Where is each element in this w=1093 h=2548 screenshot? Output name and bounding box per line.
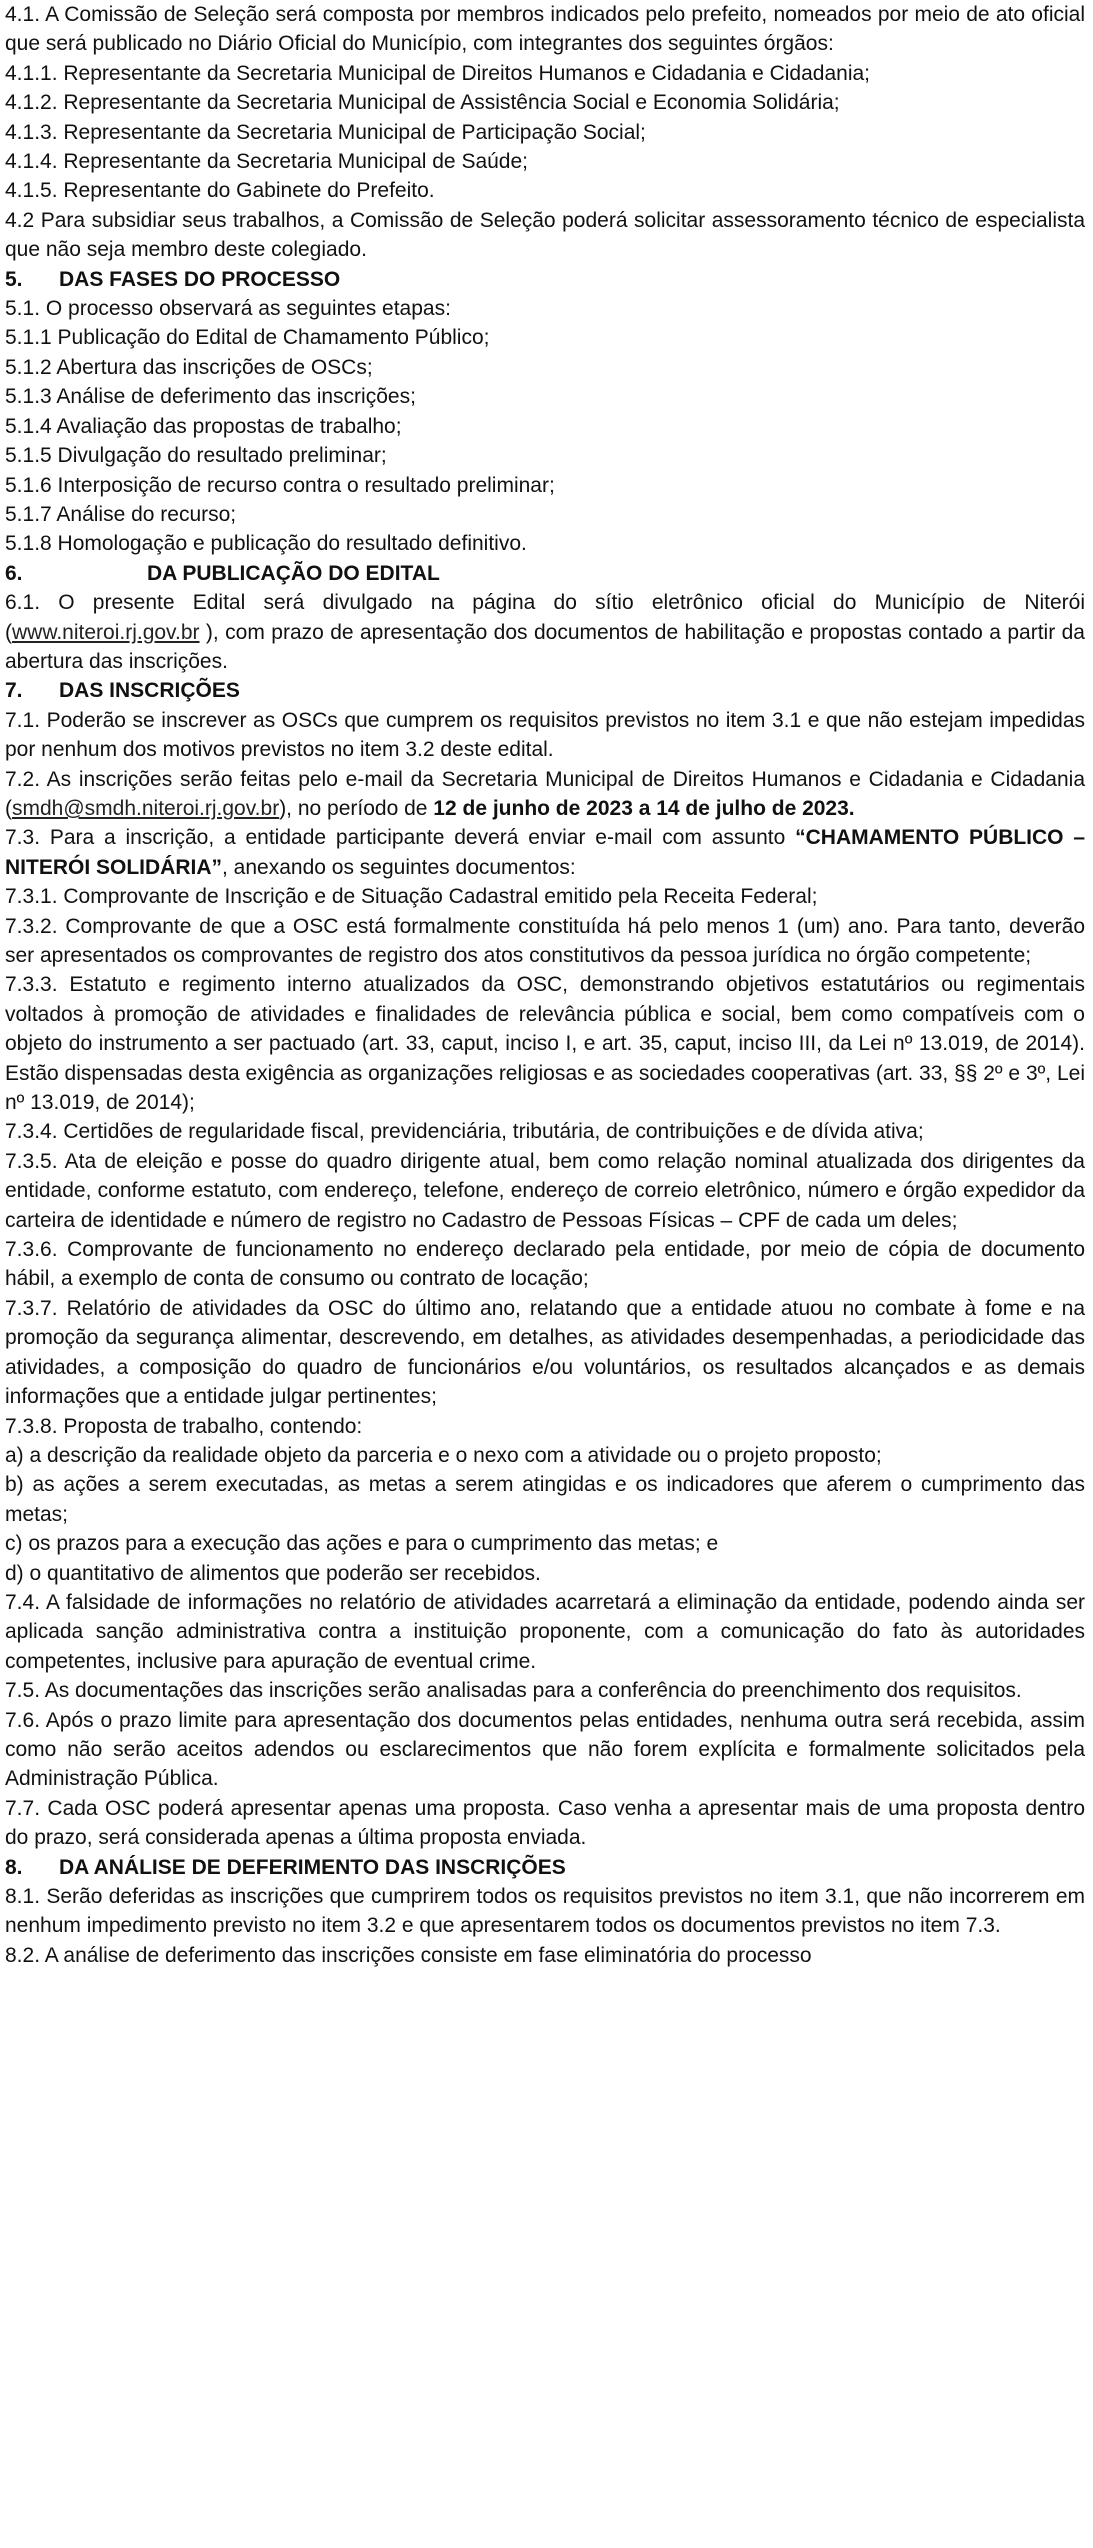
section-6-heading	[5, 559, 1085, 588]
clause-4-1-1: 4.1.1. Representante da Secretaria Municipal de Direitos Humanos e Cidadania e Cidadania;	[5, 61, 871, 85]
smdh-email-link[interactable]: smdh@smdh.niteroi.rj.gov.br	[12, 796, 280, 820]
clause-7-2-text-mid: ), no período de	[279, 796, 434, 820]
clause-5-1-1: 5.1.1 Publicação do Edital de Chamamento Público;	[5, 326, 490, 350]
section-7-heading	[5, 676, 1085, 705]
clause-4-1-4: 4.1.4. Representante da Secretaria Municipal de Saúde;	[5, 150, 529, 174]
registration-period: 12 de junho de 2023 a 14 de julho de 2023.	[433, 796, 855, 820]
section-5-title: DAS FASES DO PROCESSO	[59, 267, 341, 291]
clause-7-3-5: 7.3.5. Ata de eleição e posse do quadro dirigente atual, bem como relação nominal atualizada dos dirigentes da entidade, conforme estatuto, com endereço, telefone, endereço de correio eletrônico, número e órgão expedidor da carteira de identidade e número de registro no Cadastro de Pessoas Físicas – CPF de cada um deles;	[5, 1149, 1085, 1232]
section-8-title: DA ANÁLISE DE DEFERIMENTO DAS INSCRIÇÕES	[59, 1855, 566, 1879]
section-8-number: 8.	[5, 1855, 23, 1879]
clause-4-1: 4.1. A Comissão de Seleção será composta por membros indicados pelo prefeito, nomeados por meio de ato oficial que será publicado no Diário Oficial do Município, com integrantes dos seguintes órgãos:	[5, 3, 1085, 56]
clause-6-1	[5, 588, 1085, 676]
section-5-number: 5.	[5, 267, 23, 291]
clause-5-1-3: 5.1.3 Análise de deferimento das inscrições;	[5, 385, 416, 409]
clause-5-1-4: 5.1.4 Avaliação das propostas de trabalho;	[5, 414, 402, 438]
clause-7-3-3: 7.3.3. Estatuto e regimento interno atualizados da OSC, demonstrando objetivos estatutários ou regimentais voltados à promoção de atividades e finalidades de relevância pública e social, bem como compatíveis com o objeto do instrumento a ser pactuado (art. 33, caput, inciso I, e art. 35, caput, inciso III, da Lei nº 13.019, de 2014). Estão dispensadas desta exigência as organizações religiosas e as sociedades cooperativas (art. 33, §§ 2º e 3º, Lei nº 13.019, de 2014);	[5, 973, 1085, 1115]
clause-7-4: 7.4. A falsidade de informações no relatório de atividades acarretará a eliminação da entidade, podendo ainda ser aplicada sanção administrativa contra a instituição proponente, com a comunicação do fato às autoridades competentes, inclusive para apuração de eventual crime.	[5, 1590, 1085, 1673]
item-c: c) os prazos para a execução das ações e para o cumprimento das metas; e	[5, 1532, 719, 1556]
item-b: b) as ações a serem executadas, as metas a serem atingidas e os indicadores que aferem o cumprimento das metas;	[5, 1473, 1085, 1526]
clause-7-5: 7.5. As documentações das inscrições serão analisadas para a conferência do preenchimento dos requisitos.	[5, 1679, 1022, 1703]
clause-5-1-7: 5.1.7 Análise do recurso;	[5, 502, 237, 526]
email-subject: “CHAMAMENTO PÚBLICO – NITERÓI SOLIDÁRIA”	[5, 826, 1086, 879]
section-7-number: 7.	[5, 679, 23, 703]
clause-7-1: 7.1. Poderão se inscrever as OSCs que cumprem os requisitos previstos no item 3.1 e que não estejam impedidas por nenhum dos motivos previstos no item 3.2 deste edital.	[5, 708, 1085, 762]
clause-7-2-text: 7.2. As inscrições serão feitas pelo e-mail da Secretaria Municipal de Direitos Humanos e Cidadania e Cidadania (	[5, 767, 1085, 820]
section-6-number: 6.	[5, 561, 23, 585]
section-5-heading	[5, 265, 1085, 294]
clause-4-2: 4.2 Para subsidiar seus trabalhos, a Comissão de Seleção poderá solicitar assessoramento técnico de especialista que não seja membro deste colegiado.	[5, 208, 1085, 262]
clause-7-3-2: 7.3.2. Comprovante de que a OSC está formalmente constituída há pelo menos 1 (um) ano. Para tanto, deverão ser apresentados os comprovantes de registro dos atos constitutivos da pessoa jurídica no órgão competente;	[5, 914, 1085, 967]
clause-5-1-2: 5.1.2 Abertura das inscrições de OSCs;	[5, 355, 373, 379]
clause-7-3-text-end: , anexando os seguintes documentos:	[222, 855, 576, 879]
clause-6-1-text: 6.1. O presente Edital será divulgado na página do sítio eletrônico oficial do Município de Niterói (	[5, 591, 1085, 644]
clause-4-1-2: 4.1.2. Representante da Secretaria Municipal de Assistência Social e Economia Solidária;	[5, 91, 840, 115]
clause-5-1: 5.1. O processo observará as seguintes etapas:	[5, 297, 451, 321]
clause-6-1-text-end: ), com prazo de apresentação dos documentos de habilitação e propostas contado a partir da abertura das inscrições.	[5, 620, 1085, 673]
clause-5-1-8: 5.1.8 Homologação e publicação do resultado definitivo.	[5, 532, 527, 556]
clause-7-7: 7.7. Cada OSC poderá apresentar apenas uma proposta. Caso venha a apresentar mais de uma proposta dentro do prazo, será considerada apenas a última proposta enviada.	[5, 1796, 1085, 1850]
clause-7-3-6: 7.3.6. Comprovante de funcionamento no endereço declarado pela entidade, por meio de cópia de documento hábil, a exemplo de conta de consumo ou contrato de locação;	[5, 1238, 1085, 1291]
clause-7-3-7: 7.3.7. Relatório de atividades da OSC do último ano, relatando que a entidade atuou no combate à fome e na promoção da segurança alimentar, descrevendo, em detalhes, as atividades desempenhadas, a periodicidade das atividades, a composição do quadro de funcionários e/ou voluntários, os resultados alcançados e as demais informações que a entidade julgar pertinentes;	[5, 1296, 1085, 1409]
item-d: d) o quantitativo de alimentos que poderão ser recebidos.	[5, 1561, 541, 1585]
clause-8-2: 8.2. A análise de deferimento das inscrições consiste em fase eliminatória do processo	[5, 1943, 812, 1967]
section-6-title: DA PUBLICAÇÃO DO EDITAL	[147, 561, 440, 585]
clause-4-1-3: 4.1.3. Representante da Secretaria Municipal de Participação Social;	[5, 120, 646, 144]
section-8-heading	[5, 1853, 1085, 1882]
niteroi-website-link[interactable]: www.niteroi.rj.gov.br	[12, 620, 200, 644]
clause-8-1: 8.1. Serão deferidas as inscrições que cumprirem todos os requisitos previstos no item 3.1, que não incorrerem em nenhum impedimento previsto no item 3.2 e que apresentarem todos os documentos previstos no item 7.3.	[5, 1885, 1085, 1938]
clause-7-3-text: 7.3. Para a inscrição, a entidade participante deverá enviar e-mail com assunto	[5, 826, 796, 850]
clause-7-6: 7.6. Após o prazo limite para apresentação dos documentos pelas entidades, nenhuma outra será recebida, assim como não serão aceitos adendos ou esclarecimentos que não forem explícita e formalmente solicitados pela Administração Pública.	[5, 1708, 1085, 1791]
clause-5-1-5: 5.1.5 Divulgação do resultado preliminar;	[5, 444, 387, 468]
clause-4-1-5: 4.1.5. Representante do Gabinete do Prefeito.	[5, 179, 435, 203]
clause-7-2	[5, 765, 1085, 824]
clause-7-3-1: 7.3.1. Comprovante de Inscrição e de Situação Cadastral emitido pela Receita Federal;	[5, 885, 818, 909]
section-7-title: DAS INSCRIÇÕES	[59, 679, 240, 703]
clause-7-3-8: 7.3.8. Proposta de trabalho, contendo:	[5, 1414, 363, 1438]
clause-7-3	[5, 823, 1085, 882]
clause-5-1-6: 5.1.6 Interposição de recurso contra o resultado preliminar;	[5, 473, 555, 497]
clause-7-3-4: 7.3.4. Certidões de regularidade fiscal, previdenciária, tributária, de contribuições e de dívida ativa;	[5, 1120, 924, 1144]
item-a: a) a descrição da realidade objeto da parceria e o nexo com a atividade ou o projeto proposto;	[5, 1443, 882, 1467]
